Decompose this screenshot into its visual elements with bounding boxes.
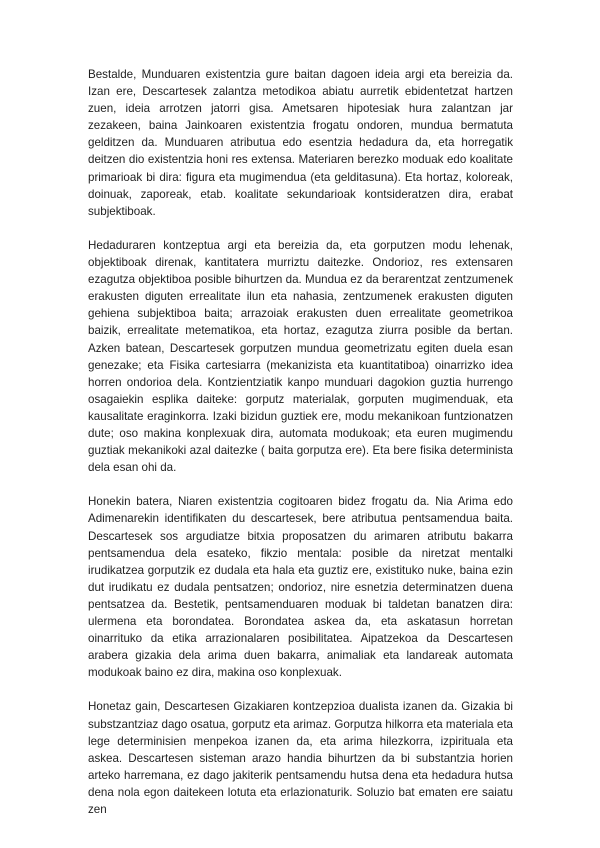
paragraph-3: Honekin batera, Niaren existentzia cogitoaren bidez frogatu da. Nia Arima edo Adimenarekin identifikaten du descartesek, bere atributua pentsamendua baita. Descartesek sos argudiatze bitxia proposatzen du arimaren atributu bakarra pentsamendua dela esateko, fikzio mentala: posible da niretzat mentalki irudikatzea gorputzik ez dudala eta hala eta guztiz ere, existituko nuke, baina ezin dut irudikatu ez dudala pentsatzen; ondorioz, nire esnetzia determinatzen duena pentsatzea da. Bestetik, pentsamenduaren moduak bi taldetan banatzen dira: ulermena eta borondatea. Borondatea askea da, eta askatasun horretan oinarrituko da etika arrazionalaren posibilitatea. Aipatzekoa da Descartesen arabera gizakia dela arima duen bakarra, animaliak eta landareak automata modukoak baino ez dira, makina oso konplexuak. [88, 495, 513, 680]
paragraph-1: Bestalde, Munduaren existentzia gure baitan dagoen ideia argi eta bereizia da. Izan ere, Descartesek zalantza metodikoa abiatu aurretik ebidentetzat hartzen zuen, ideia arrotzen jatorri gisa. Ametsaren hipotesiak hura zalantzan jar zezakeen, baina Jainkoaren existentzia frogatu ondoren, mundua bermatuta gelditzen da. Munduaren atributua edo esentzia hedadura da, eta horregatik deitzen dio existentzia honi res extensa. Materiaren berezko moduak edo koalitate primarioak bi dira: figura eta mugimendua (eta gelditasuna). Eta hortaz, koloreak, doinuak, zaporeak, etab. koalitate sekundarioak kontsideratzen dira, erabat subjektiboak. [88, 68, 513, 218]
paragraph-4: Honetaz gain, Descartesen Gizakiaren kontzepzioa dualista izanen da. Gizakia bi substzantziaz dago osatua, gorputz eta arimaz. Gorputza hilkorra eta materiala eta lege determinisien menpekoa izanen da, eta arima hilezkorra, izpirituala eta askea. Descartesen sisteman arazo handia bihurtzen da bi substantzia horien arteko harremana, ez dago jakiterik pentsamendu hutsa dena eta hedadura hutsa dena nola egon daitekeen lotuta eta erlazionaturik. Soluzio bat ematen ere saiatu zen [88, 700, 513, 817]
document-body [88, 66, 513, 835]
paragraph-2: Hedaduraren kontzeptua argi eta bereizia da, eta gorputzen modu lehenak, objektiboak direnak, kantitatera murriztu daitezke. Ondorioz, res extensaren ezagutza objektiboa posible bihurtzen da. Mundua ez da berarentzat zentzumenek erakusten diguten errealitate ilun eta nahasia, zentzumenek erakusten diguten gehiena subjektiboa baita; arrazoiak erakusten duen errealitate geometrikoa baizik, errealitate metematikoa, eta hortaz, ezagutza ziurra posible da bertan. Azken batean, Descartesek gorputzen mundua geometrizatu egiten duela esan genezake; eta Fisika cartesiarra (mekanizista eta kuantitatiboa) oinarrizko idea horren ondorioa dela. Kontzientziatik kanpo munduari dagokion guztia hurrengo osagaiekin esplika daiteke: gorputz materialak, gorputen mugimenduak, eta kausalitate eraginkorra. Izaki bizidun guztiek ere, modu mekanikoan funtzionatzen dute; oso makina konplexuak dira, automata modukoak; eta euren mugimendu guztiak mekanikoki azal daitezke ( baita gorputza ere). Eta bere fisika determinista dela esan ohi da. [88, 238, 513, 475]
